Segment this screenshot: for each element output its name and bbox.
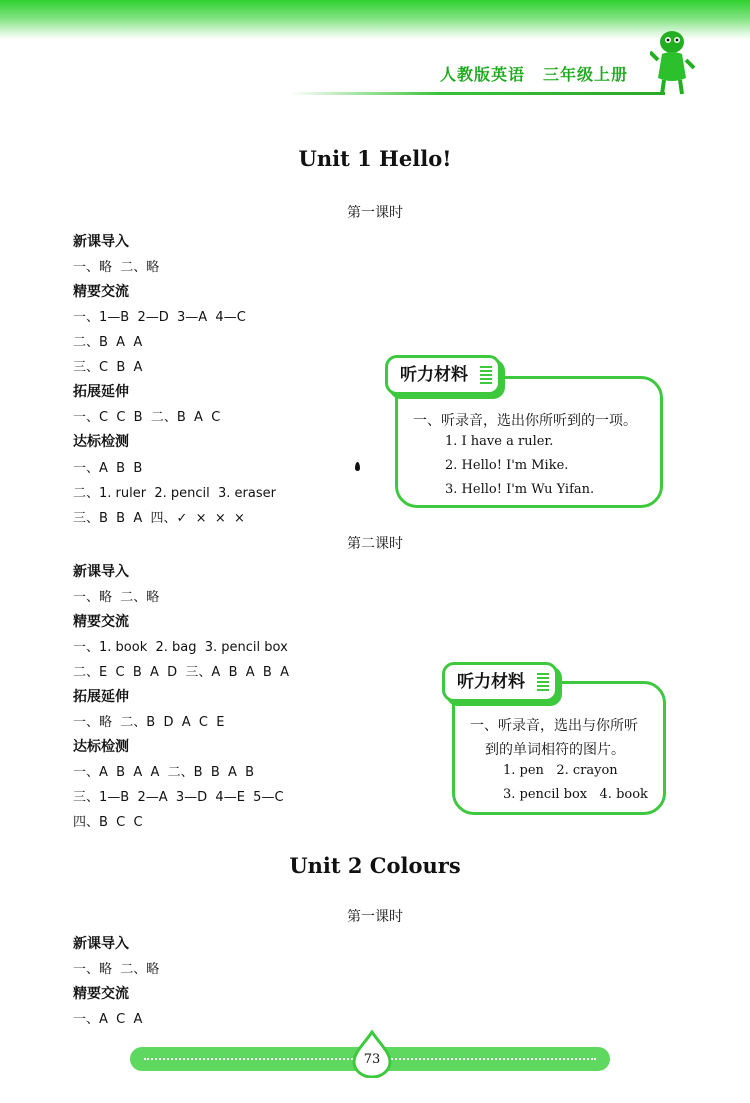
answer-line: 二、E C B A D 三、A B A B A <box>73 665 290 680</box>
listening-item: 3. Hello! I'm Wu Yifan. <box>445 482 595 497</box>
answer-line: 一、A C A <box>73 1012 143 1027</box>
answer-line: 一、1—B 2—D 3—A 4—C <box>73 310 246 325</box>
section-heading: 达标检测 <box>73 739 129 755</box>
answer-line: 二、B A A <box>73 335 143 350</box>
answer-line: 一、略 二、略 <box>73 260 160 275</box>
section-heading: 精要交流 <box>73 986 129 1002</box>
listening-instruction: 到的单词相符的图片。 <box>485 742 625 758</box>
answer-line: 三、B B A 四、✓ × × × <box>73 511 245 526</box>
answer-line: 三、C B A <box>73 360 143 375</box>
mascot-icon <box>650 28 695 96</box>
listening-instruction: 一、听录音，选出与你所听 <box>470 718 638 734</box>
answer-line: 一、略 二、B D A C E <box>73 715 225 730</box>
section-heading: 拓展延伸 <box>73 689 129 705</box>
page-number: 73 <box>363 1052 381 1067</box>
series-label: 人教版英语 <box>440 65 526 84</box>
section-heading: 新课导入 <box>73 564 129 580</box>
section-heading: 新课导入 <box>73 936 129 952</box>
listening-item: 1. I have a ruler. <box>445 434 554 449</box>
listening-tag: 听力材料 <box>442 662 558 702</box>
answer-line: 三、1—B 2—A 3—D 4—E 5—C <box>73 790 284 805</box>
section-heading: 精要交流 <box>73 614 129 630</box>
answer-line: 一、略 二、略 <box>73 590 160 605</box>
answer-line: 一、A B B <box>73 461 143 476</box>
unit-title: Unit 1 Hello! <box>298 146 452 171</box>
book-header <box>440 62 646 85</box>
grade-label: 三年级上册 <box>543 65 629 84</box>
lesson-title: 第二课时 <box>347 536 403 552</box>
header-rule <box>290 92 665 95</box>
listening-tag: 听力材料 <box>385 355 501 395</box>
answer-line: 一、A B A A 二、B B A B <box>73 765 255 780</box>
lesson-title: 第一课时 <box>347 909 403 925</box>
answer-line: 一、C C B 二、B A C <box>73 410 221 425</box>
answer-line: 一、1. book 2. bag 3. pencil box <box>73 640 288 655</box>
section-heading: 拓展延伸 <box>73 384 129 400</box>
lesson-title: 第一课时 <box>347 205 403 221</box>
answer-line: 一、略 二、略 <box>73 962 160 977</box>
section-heading: 精要交流 <box>73 284 129 300</box>
unit-title: Unit 2 Colours <box>289 853 461 878</box>
listening-instruction: 一、听录音，选出你所听到的一项。 <box>413 413 637 429</box>
listening-item: 1. pen 2. crayon <box>503 763 618 778</box>
section-heading: 达标检测 <box>73 434 129 450</box>
answer-line: 四、B C C <box>73 815 143 830</box>
top-gradient-band <box>0 0 750 40</box>
section-heading: 新课导入 <box>73 234 129 250</box>
listening-item: 2. Hello! I'm Mike. <box>445 458 569 473</box>
listening-item: 3. pencil box 4. book <box>503 787 648 802</box>
answer-line: 二、1. ruler 2. pencil 3. eraser <box>73 486 276 501</box>
ink-dot <box>355 462 360 471</box>
